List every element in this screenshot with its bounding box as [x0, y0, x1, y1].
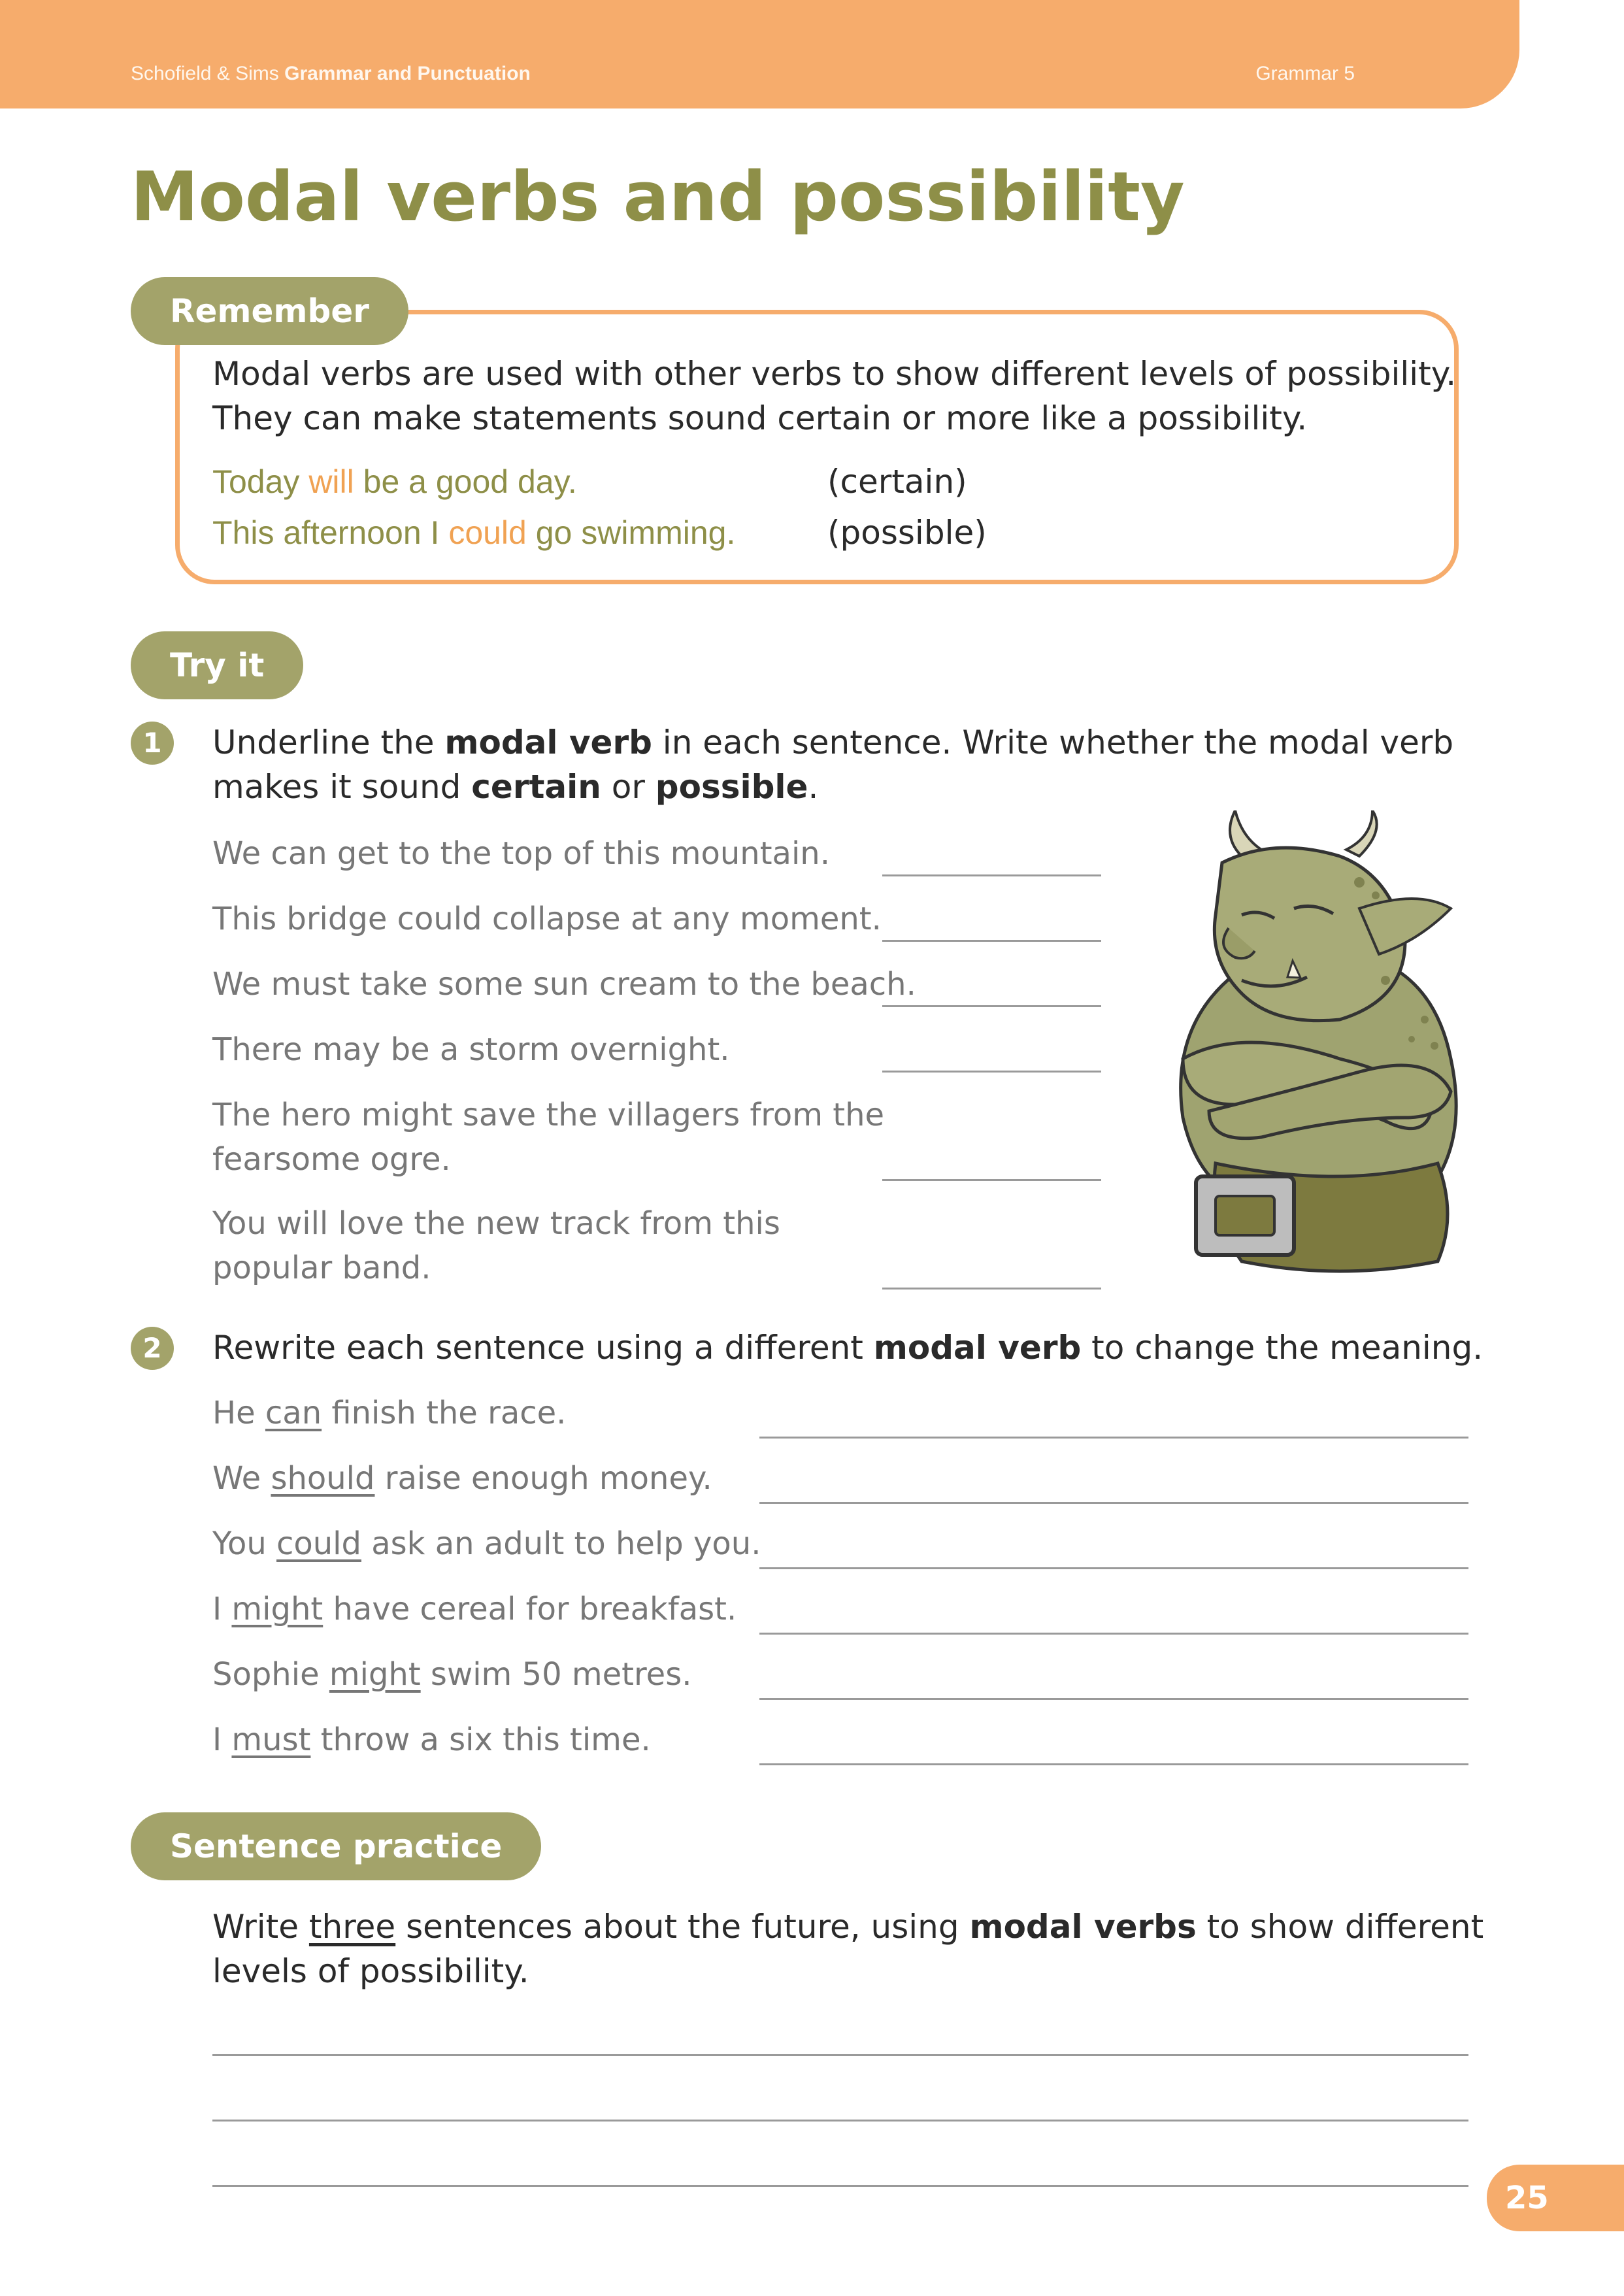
q2-sentence	[212, 1522, 761, 1566]
header-series	[131, 63, 531, 85]
instruction-line-2: levels of possibility.	[212, 1952, 529, 1990]
instruction-bold: modal verbs	[969, 1908, 1197, 1946]
try-it-label: Try it	[131, 631, 303, 699]
underlined-modal: might	[231, 1591, 323, 1627]
publisher-name: Schofield & Sims	[131, 63, 279, 84]
q2-sentence	[212, 1718, 651, 1762]
underlined-modal: can	[265, 1395, 322, 1431]
q1-sentence: You will love the new track from this	[212, 1205, 780, 1242]
answer-line[interactable]	[882, 1005, 1101, 1007]
sentence-text: finish the race.	[322, 1395, 567, 1431]
q2-sentence	[212, 1456, 712, 1501]
answer-line[interactable]	[759, 1698, 1468, 1700]
answer-line[interactable]	[882, 1071, 1101, 1073]
ogre-illustration	[1144, 810, 1483, 1294]
example-text: be a good day.	[354, 463, 577, 500]
instruction-text: Rewrite each sentence using a different	[212, 1329, 874, 1367]
example-tag: (certain)	[827, 463, 967, 501]
question-1-instructions	[212, 720, 1453, 809]
writing-line[interactable]	[212, 2054, 1468, 2056]
sentence-practice-label: Sentence practice	[131, 1812, 541, 1880]
answer-line[interactable]	[759, 1567, 1468, 1569]
instruction-bold: certain	[471, 768, 601, 806]
example-sentence	[212, 514, 735, 552]
answer-line[interactable]	[759, 1633, 1468, 1635]
book-name: Grammar 5	[1255, 63, 1355, 84]
definition-text: to show different levels of possibility.	[842, 355, 1457, 393]
remember-definition	[212, 352, 1456, 441]
q1-sentence: We can get to the top of this mountain.	[212, 835, 830, 872]
instruction-text: to show different	[1196, 1908, 1484, 1946]
question-number: 1	[131, 722, 174, 765]
definition-text: are used with other	[411, 355, 752, 393]
q2-sentence	[212, 1652, 691, 1697]
question-number: 2	[131, 1327, 174, 1370]
instruction-text: to change the meaning.	[1081, 1329, 1483, 1367]
instruction-text: or	[601, 768, 655, 806]
sentence-text: throw a six this time.	[310, 1722, 651, 1758]
sentence-text: We	[212, 1460, 271, 1497]
definition-line-2: They can make statements sound certain or more like a possibility.	[212, 399, 1308, 437]
sentence-text: ask an adult to help you.	[361, 1525, 761, 1562]
example-text: This afternoon I	[212, 514, 449, 551]
term-modal-verbs: Modal verbs	[212, 355, 412, 393]
sentence-text: swim 50 metres.	[420, 1656, 692, 1693]
sentence-text: Sophie	[212, 1656, 329, 1693]
sentence-text: raise enough money.	[374, 1460, 712, 1497]
instruction-text: Underline the	[212, 724, 445, 761]
page-number: 25	[1487, 2165, 1624, 2231]
q1-sentence: This bridge could collapse at any moment.	[212, 901, 882, 937]
instruction-text: makes it sound	[212, 768, 472, 806]
answer-line[interactable]	[882, 874, 1101, 876]
instruction-text: .	[808, 768, 819, 806]
instruction-text: sentences about the future, using	[395, 1908, 970, 1946]
sentence-text: He	[212, 1395, 265, 1431]
example-tag: (possible)	[827, 514, 987, 552]
writing-line[interactable]	[212, 2185, 1468, 2187]
underlined-modal: must	[231, 1722, 311, 1758]
question-2-instructions	[212, 1325, 1483, 1370]
example-modal: could	[448, 514, 527, 551]
q1-sentence: The hero might save the villagers from the	[212, 1097, 885, 1133]
answer-line[interactable]	[759, 1502, 1468, 1504]
instruction-bold: modal verb	[444, 724, 652, 761]
answer-line[interactable]	[882, 940, 1101, 942]
q2-sentence	[212, 1587, 737, 1631]
page-title: Modal verbs and possibility	[131, 157, 1185, 237]
answer-line[interactable]	[882, 1288, 1101, 1289]
answer-line[interactable]	[759, 1763, 1468, 1765]
underlined-modal: should	[271, 1460, 375, 1497]
sentence-text: You	[212, 1525, 276, 1562]
example-sentence	[212, 463, 577, 501]
instruction-bold: possible	[655, 768, 808, 806]
instruction-bold: modal verb	[873, 1329, 1082, 1367]
underlined-modal: might	[329, 1656, 421, 1693]
example-text: go swimming.	[526, 514, 736, 551]
sentence-practice-instructions	[212, 1905, 1483, 1993]
q1-sentence: popular band.	[212, 1250, 431, 1286]
sentence-text: I	[212, 1591, 232, 1627]
instruction-text: Write	[212, 1908, 309, 1946]
writing-line[interactable]	[212, 2120, 1468, 2121]
example-text: Today	[212, 463, 309, 500]
sentence-text: have cereal for breakfast.	[323, 1591, 737, 1627]
q1-sentence: We must take some sun cream to the beach.	[212, 966, 916, 1003]
q1-sentence: There may be a storm overnight.	[212, 1031, 730, 1068]
header-band	[0, 0, 1519, 108]
series-name: Grammar and Punctuation	[284, 63, 531, 84]
answer-line[interactable]	[882, 1179, 1101, 1181]
term-verbs: verbs	[751, 355, 842, 393]
underlined-modal: could	[276, 1525, 361, 1562]
sentence-text: I	[212, 1722, 232, 1758]
remember-label: Remember	[131, 277, 408, 345]
q1-sentence: fearsome ogre.	[212, 1141, 451, 1178]
q2-sentence	[212, 1391, 566, 1435]
answer-line[interactable]	[759, 1437, 1468, 1439]
instruction-text: in each sentence. Write whether the modal verb	[652, 724, 1454, 761]
example-modal: will	[308, 463, 354, 500]
instruction-underline: three	[308, 1908, 396, 1946]
